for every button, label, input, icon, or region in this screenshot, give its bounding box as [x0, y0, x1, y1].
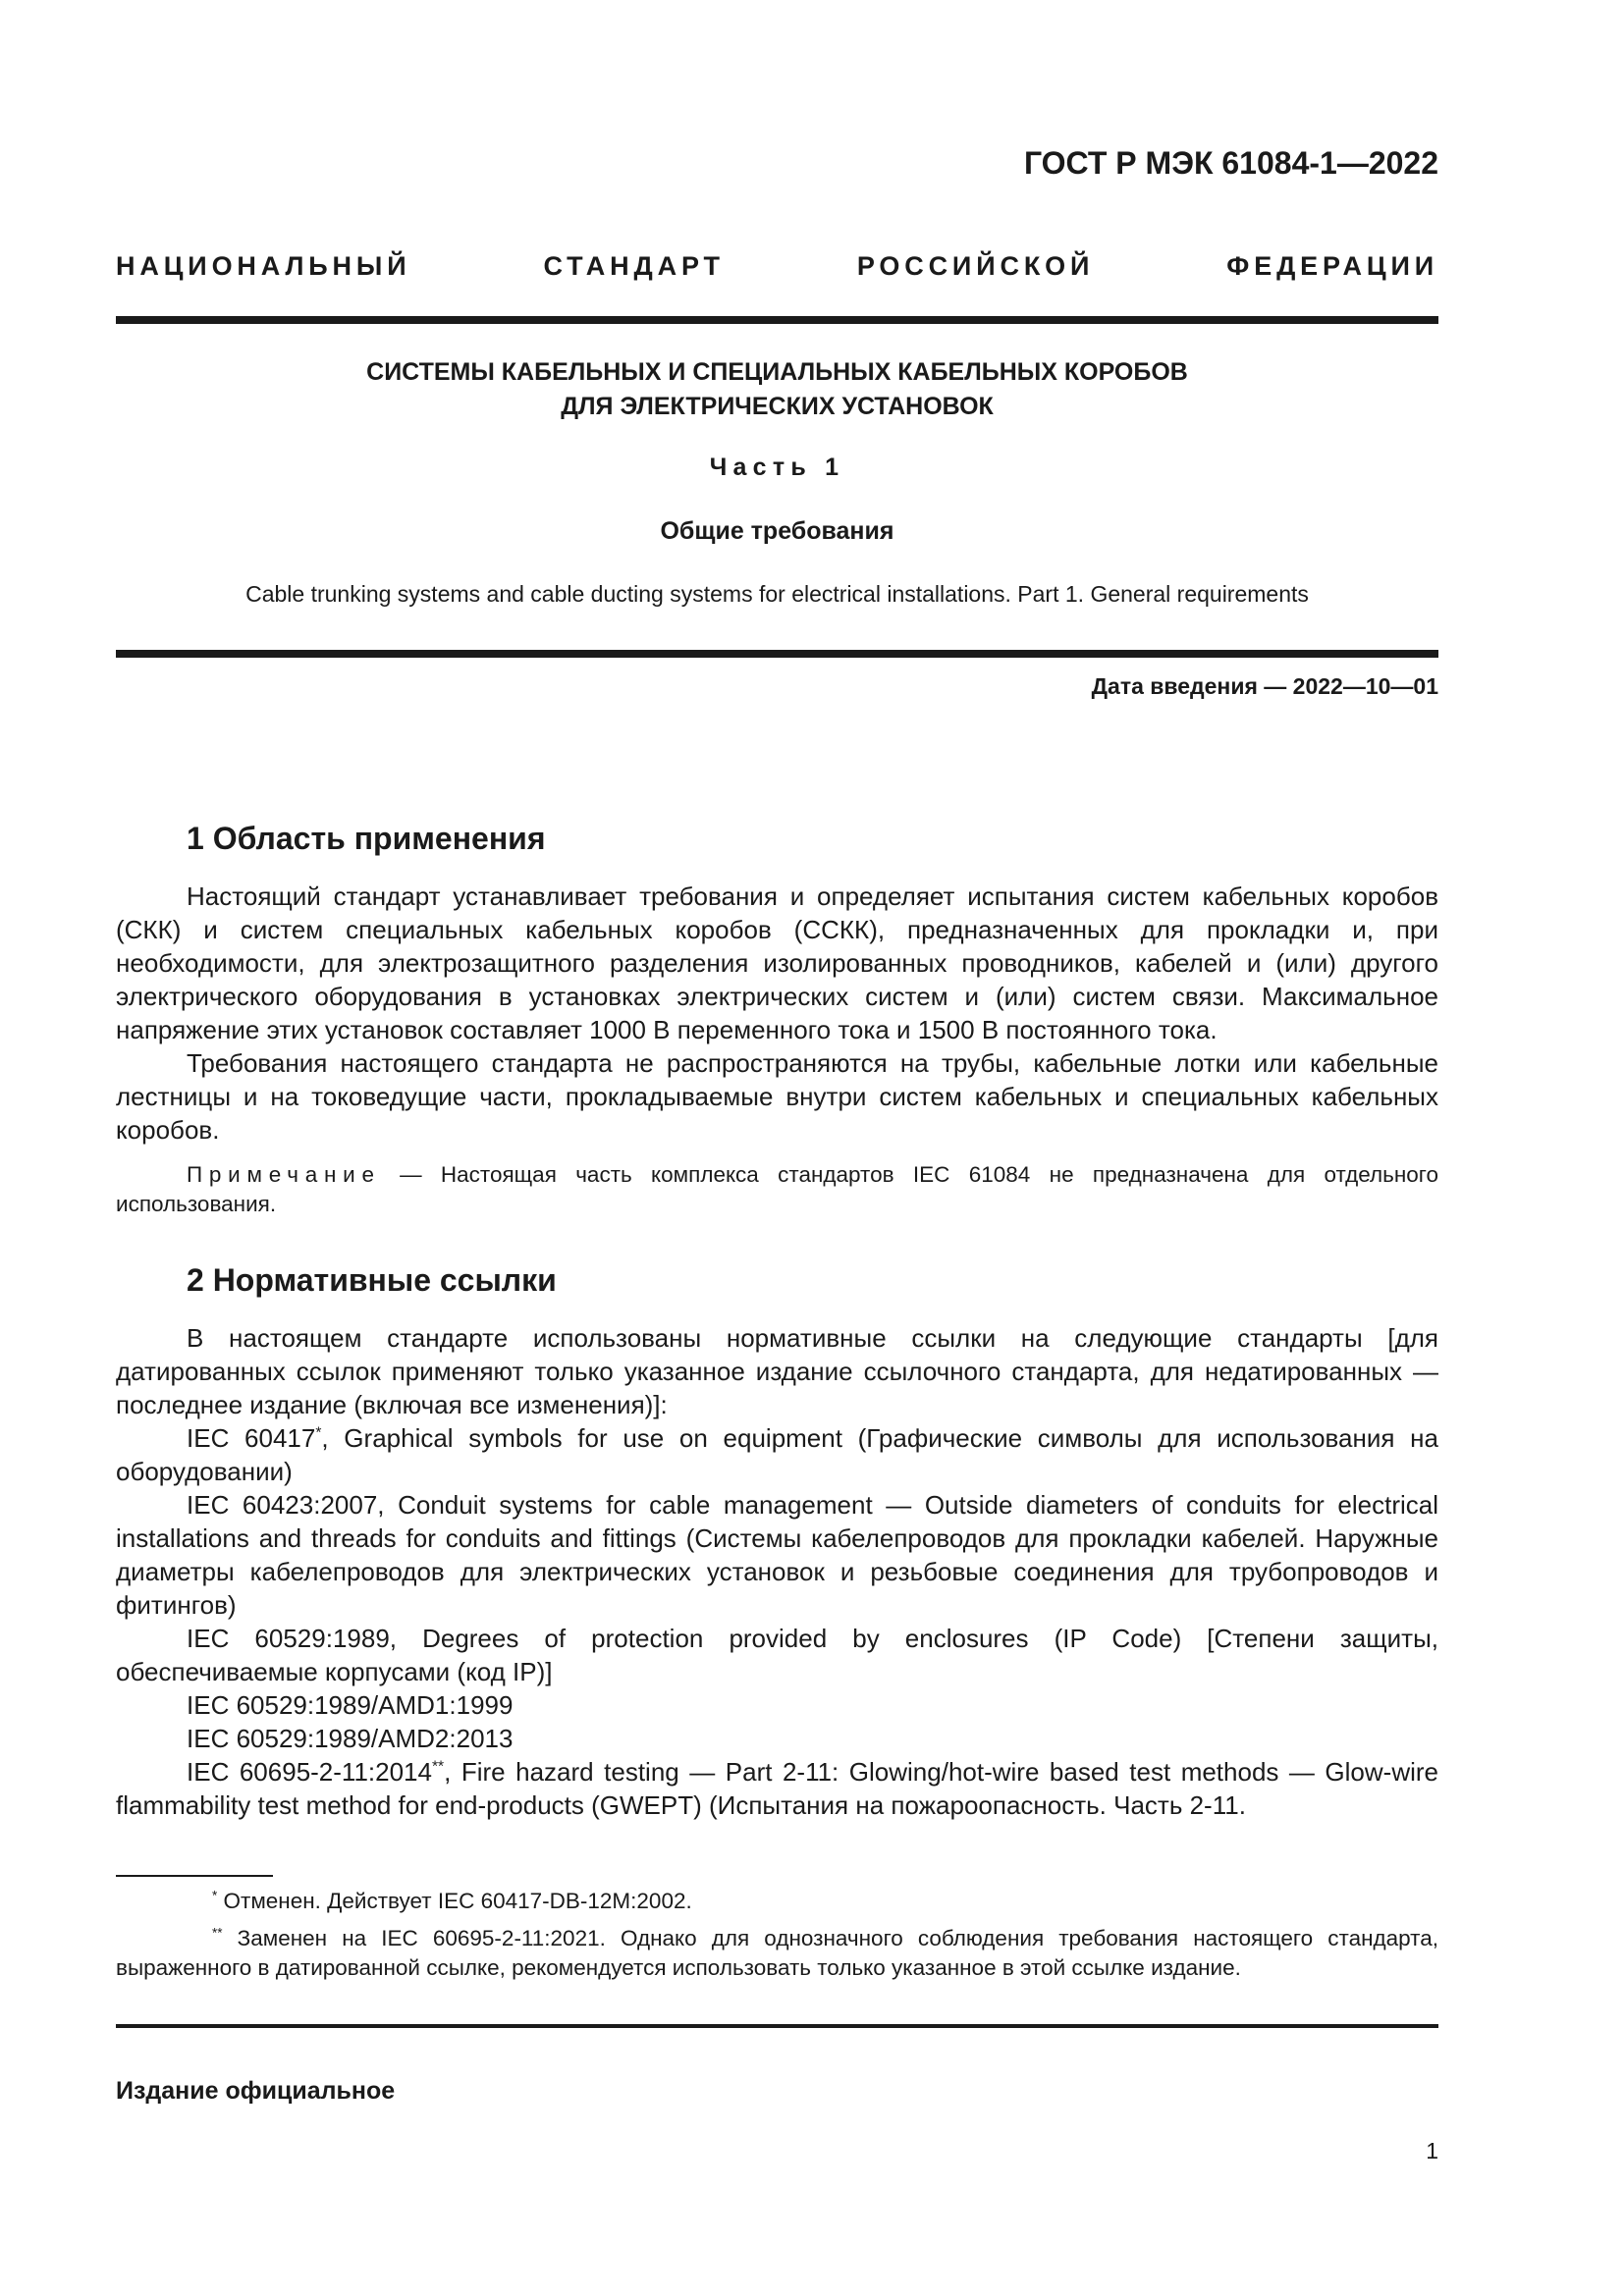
part-label: Часть 1	[709, 454, 845, 481]
introduction-date: Дата введения — 2022—10—01	[1091, 673, 1438, 699]
section-1-note	[116, 1160, 1438, 1219]
section-2-intro: В настоящем стандарте использованы нормативные ссылки на следующие стандарты [для датированных ссылок применяют только указанное издание ссылочного стандарта, для недатированных — последнее издание (включая все изменения)]:	[116, 1323, 1438, 1419]
english-title: Cable trunking systems and cable ducting systems for electrical installations. Part 1. General requirements	[245, 581, 1309, 607]
title-line-2: ДЛЯ ЭЛЕКТРИЧЕСКИХ УСТАНОВОК	[561, 393, 994, 420]
reference-iec-60695: IEC 60695-2-11:2014**, Fire hazard testing — Part 2-11: Glowing/hot-wire based test methods — Glow-wire flammability test method for end-products (GWEPT) (Испытания на пожароопасность. Часть 2-11.	[116, 1757, 1438, 1820]
subtitle: Общие требования	[660, 517, 894, 545]
reference-iec-60529: IEC 60529:1989, Degrees of protection provided by enclosures (IP Code) [Степени защиты, обеспечиваемые корпусами (код IP)]	[116, 1624, 1438, 1686]
page-number: 1	[1426, 2138, 1438, 2163]
national-standard-heading: НАЦИОНАЛЬНЫЙ СТАНДАРТ РОССИЙСКОЙ ФЕДЕРАЦИИ	[116, 251, 1438, 281]
section-1-heading: 1 Область применения	[187, 821, 546, 856]
footnote-separator	[116, 1875, 273, 1877]
document-title	[116, 355, 1438, 424]
reference-iec-60529-amd1: IEC 60529:1989/AMD1:1999	[187, 1690, 514, 1720]
title-line-1: СИСТЕМЫ КАБЕЛЬНЫХ И СПЕЦИАЛЬНЫХ КАБЕЛЬНЫХ КОРОБОВ	[366, 358, 1188, 386]
footnote-mark-2: **	[431, 1758, 445, 1776]
reference-iec-60529-amd2: IEC 60529:1989/AMD2:2013	[187, 1724, 514, 1753]
note-text: — Настоящая часть комплекса стандартов IEC 61084 не предназначена для отдельного использования.	[116, 1162, 1438, 1216]
top-rule	[116, 316, 1438, 324]
official-edition-label: Издание официальное	[116, 2077, 396, 2105]
note-label: Примечание	[187, 1162, 381, 1187]
title-rule	[116, 650, 1438, 658]
document-number: ГОСТ Р МЭК 61084-1—2022	[1023, 145, 1438, 181]
footnote-mark-1: *	[315, 1424, 322, 1442]
footnote-2: ** Заменен на IEC 60695-2-11:2021. Однако для однозначного соблюдения требования настоящего стандарта, выраженного в датированной ссылке, рекомендуется использовать только указанное в этой ссылке издание.	[116, 1925, 1438, 1980]
footnote-1: * Отменен. Действует IEC 60417-DB-12M:2002.	[212, 1888, 692, 1913]
section-1-paragraph-2: Требования настоящего стандарта не распространяются на трубы, кабельные лотки или кабельные лестницы и на токоведущие части, прокладываемые внутри систем кабельных и специальных кабельных коробов.	[116, 1048, 1438, 1145]
section-1-paragraph-1: Настоящий стандарт устанавливает требования и определяет испытания систем кабельных коробов (СКК) и систем специальных кабельных коробов (ССКК), предназначенных для прокладки и, при необходимости, для электрозащитного разделения изолированных проводников, кабелей и (или) другого электрического оборудования в установках электрических систем и (или) систем связи. Максимальное напряжение этих установок составляет 1000 В переменного тока и 1500 В постоянного тока.	[116, 881, 1438, 1044]
reference-iec-60423: IEC 60423:2007, Conduit systems for cable management — Outside diameters of conduits for electrical installations and threads for conduits and fittings (Системы кабелепроводов для прокладки кабелей. Наружные диаметры кабелепроводов для электрических установок и резьбовые соединения для трубопроводов и фитингов)	[116, 1490, 1438, 1620]
section-2-heading: 2 Нормативные ссылки	[187, 1262, 557, 1298]
reference-iec-60417: IEC 60417*, Graphical symbols for use on equipment (Графические символы для использования на оборудовании)	[116, 1423, 1438, 1486]
footer-rule	[116, 2024, 1438, 2028]
